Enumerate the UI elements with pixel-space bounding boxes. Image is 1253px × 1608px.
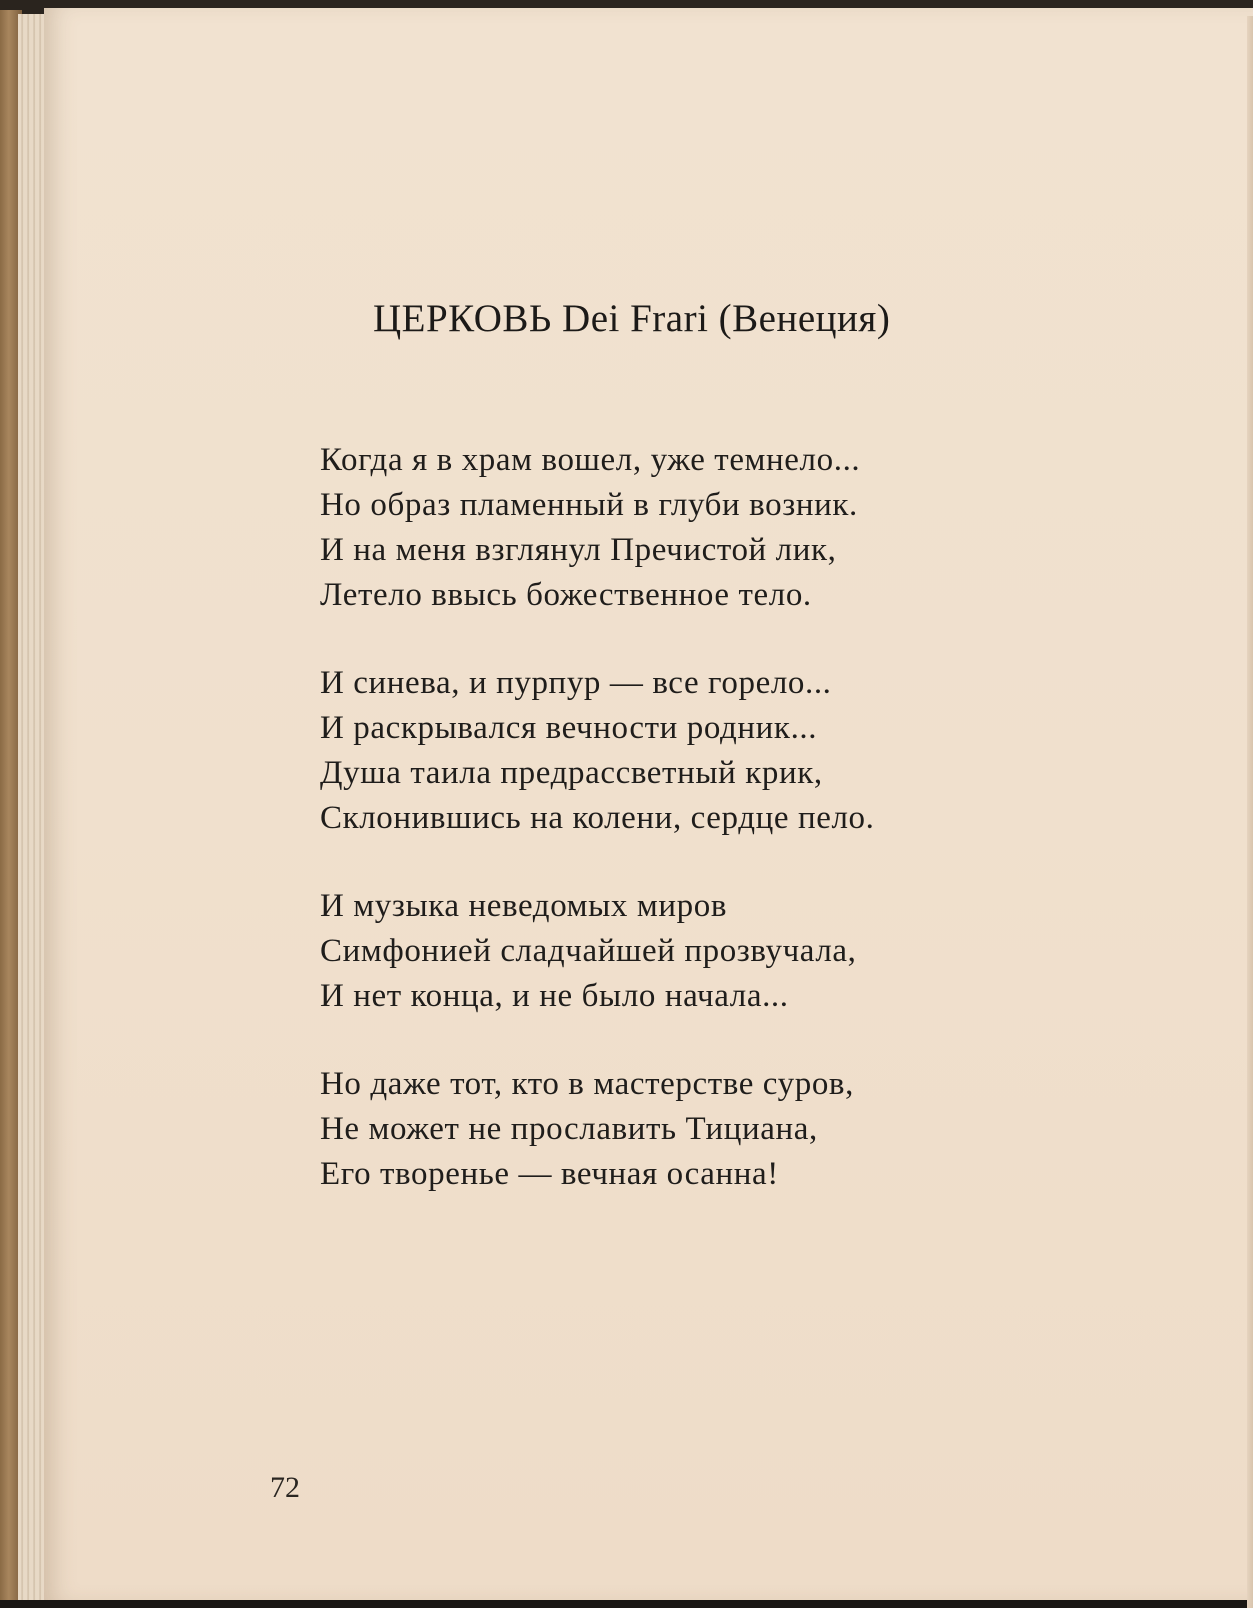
page-number: 72 <box>270 1471 300 1504</box>
poem-line: И синева, и пурпур — все горело... <box>320 665 832 701</box>
poem-line: Душа таила предрассветный крик, <box>320 755 823 791</box>
poem-line: И на меня взглянул Пречистой лик, <box>320 532 837 568</box>
poem-line: Склонившись на колени, сердце пело. <box>320 800 875 836</box>
poem-line: Но образ пламенный в глуби возник. <box>320 487 858 523</box>
stanza-4 <box>320 1062 1040 1197</box>
poem-title: ЦЕРКОВЬ Dei Frari (Венеция) <box>373 297 891 340</box>
poem-line: И нет конца, и не было начала... <box>320 978 789 1014</box>
poem-line: И музыка неведомых миров <box>320 888 727 924</box>
poem-body <box>320 438 1040 1240</box>
page-right-edge <box>1247 16 1253 1608</box>
poem-line: Когда я в храм вошел, уже темнело... <box>320 442 861 478</box>
stanza-1 <box>320 438 1040 618</box>
poem-line: Но даже тот, кто в мастерстве суров, <box>320 1066 854 1102</box>
stanza-2 <box>320 661 1040 841</box>
poem-line: Летело ввысь божественное тело. <box>320 577 812 613</box>
poem-line: Не может не прославить Тициана, <box>320 1111 818 1147</box>
poem-line: Симфонией сладчайшей прозвучала, <box>320 933 857 969</box>
stanza-3 <box>320 884 1040 1019</box>
poem-line: И раскрывался вечности родник... <box>320 710 818 746</box>
poem-line: Его творенье — вечная осанна! <box>320 1156 779 1192</box>
